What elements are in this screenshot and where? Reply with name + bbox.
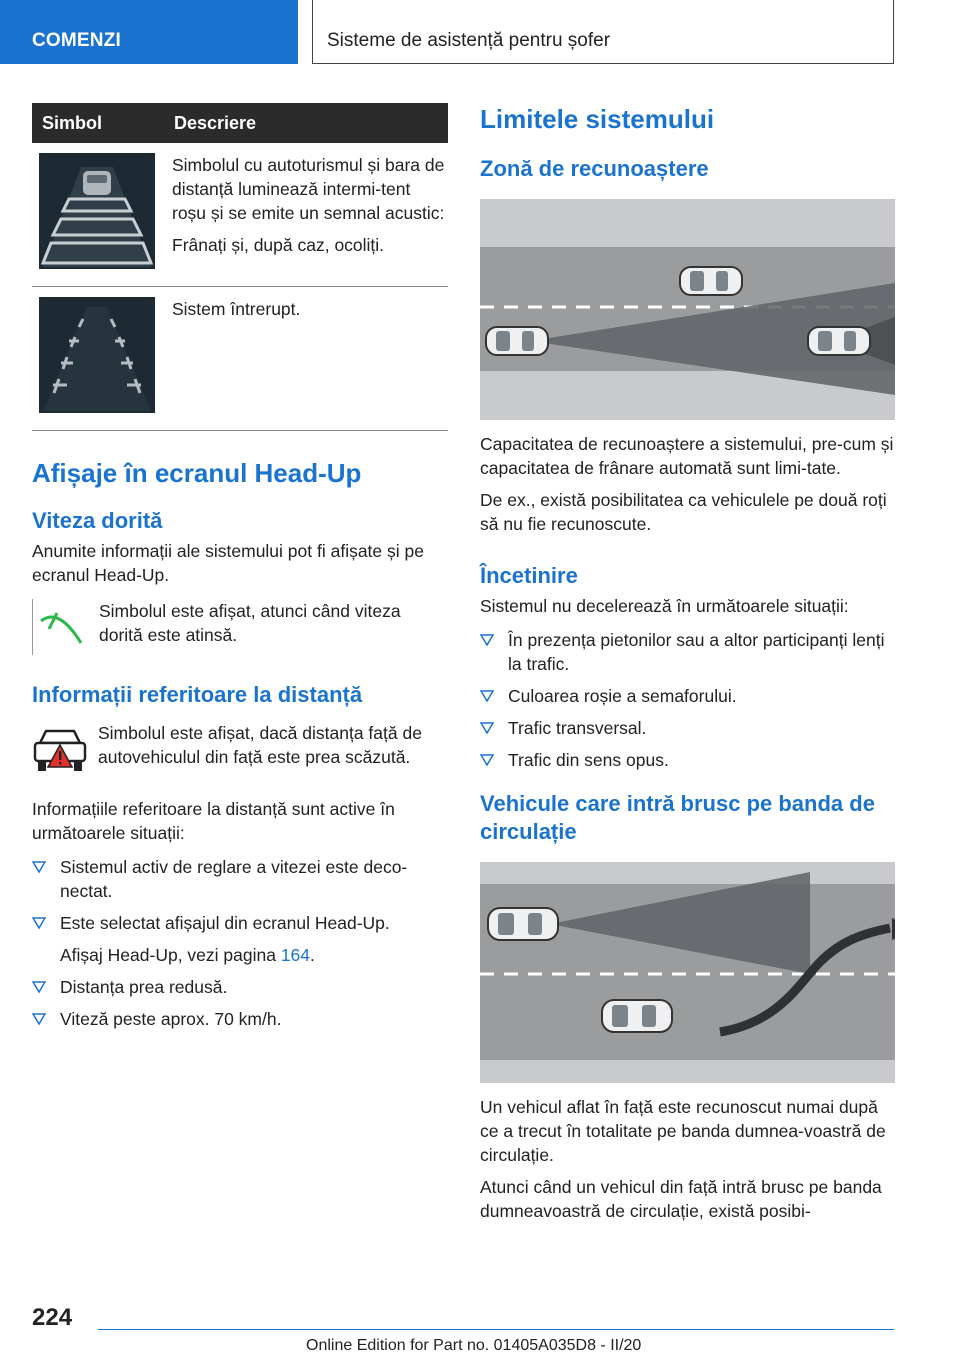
- list-item: Distanța prea redusă.: [32, 975, 448, 999]
- chapter-title: Sisteme de asistență pentru șofer: [327, 30, 611, 51]
- paragraph: De ex., există posibilitatea ca vehiculele pe două roți să nu fie recunoscute.: [480, 490, 887, 534]
- subsection-heading: Zonă de recunoaștere: [480, 156, 709, 181]
- bullet-list: [32, 975, 448, 1031]
- triangle-bullet-icon: [480, 721, 494, 735]
- subsection-heading: Viteza dorită: [32, 508, 163, 533]
- table-row: [32, 287, 448, 431]
- triangle-bullet-icon: [32, 980, 46, 994]
- triangle-bullet-icon: [480, 633, 494, 647]
- desired-speed-icon: [32, 599, 89, 655]
- page-link[interactable]: 164: [280, 945, 311, 965]
- paragraph: Anumite informații ale sistemului pot fi afișate și pe ecranul Head-Up.: [32, 541, 424, 585]
- triangle-bullet-icon: [32, 916, 46, 930]
- page-reference: Afișaj Head-Up, vezi pagina 164.: [60, 945, 315, 965]
- symbol-description: Simbolul este afișat, atunci când viteza dorită este atinsă.: [99, 601, 401, 645]
- symbol-description: Simbolul este afișat, dacă distanța față de autovehiculul din față este prea scăzută.: [98, 723, 422, 767]
- paragraph: Informațiile referitoare la distanță sunt active în următoarele situații:: [32, 799, 395, 843]
- subsection-heading: Vehicule care intră brusc pe banda de circulație: [480, 791, 875, 844]
- left-column: [32, 103, 448, 1039]
- list-item: Este selectat afișajul din ecranul Head-Up.: [32, 911, 448, 935]
- list-item: Sistemul activ de reglare a vitezei este deco-nectat.: [32, 855, 448, 903]
- col-description-header: Descriere: [164, 103, 448, 143]
- triangle-bullet-icon: [480, 689, 494, 703]
- row-description: Sistem întrerupt.: [172, 299, 301, 319]
- footer-divider: [98, 1329, 894, 1330]
- bullet-list: [32, 855, 448, 935]
- section-label: COMENZI: [32, 30, 122, 51]
- section-heading: Afișaje în ecranul Head-Up: [32, 458, 362, 488]
- section-heading: Limitele sistemului: [480, 104, 715, 134]
- table-row: [32, 143, 448, 287]
- cut-in-illustration: [480, 862, 895, 1083]
- list-item: Viteză peste aprox. 70 km/h.: [32, 1007, 448, 1031]
- row-description: Simbolul cu autoturismul și bara de distanță luminează intermi-tent roșu și se emite un semnal acustic:: [172, 155, 445, 223]
- system-interrupted-icon: [39, 297, 155, 413]
- symbol-table: [32, 103, 448, 431]
- chapter-header: [312, 0, 894, 64]
- paragraph: Capacitatea de recunoaștere a sistemului, pre-cum și capacitatea de frânare automată sunt limi-tate.: [480, 434, 894, 478]
- right-column: [480, 103, 896, 1223]
- edition-note: Online Edition for Part no. 01405A035D8 - II/20: [306, 1337, 642, 1354]
- paragraph: Atunci când un vehicul din față intră brusc pe banda dumneavoastră de circulație, există posibi-: [480, 1177, 882, 1221]
- paragraph: Sistemul nu decelerează în următoarele situații:: [480, 596, 849, 616]
- distance-warning-icon: [32, 721, 88, 777]
- page-number: 224: [32, 1304, 73, 1331]
- triangle-bullet-icon: [480, 753, 494, 767]
- triangle-bullet-icon: [32, 1012, 46, 1026]
- col-symbol-header: Simbol: [32, 103, 164, 143]
- subsection-heading: Încetinire: [480, 563, 578, 588]
- symbol-row: [32, 721, 448, 777]
- detection-zone-illustration: [480, 199, 895, 420]
- list-item: Trafic din sens opus.: [480, 748, 896, 772]
- list-item: Culoarea roșie a semaforului.: [480, 684, 896, 708]
- triangle-bullet-icon: [32, 860, 46, 874]
- paragraph: Un vehicul aflat în față este recunoscut numai după ce a trecut în totalitate pe banda dumnea-voastră de circulație.: [480, 1097, 886, 1165]
- list-item: Trafic transversal.: [480, 716, 896, 740]
- subsection-heading: Informații referitoare la distanță: [32, 682, 363, 707]
- bullet-list: [480, 628, 896, 772]
- car-distance-bar-icon: [39, 153, 155, 269]
- section-tab: [0, 0, 298, 64]
- symbol-row: [32, 599, 448, 655]
- list-item: În prezența pietonilor sau a altor participanți lenți la trafic.: [480, 628, 896, 676]
- row-description: Frânați și, după caz, ocoliți.: [172, 235, 385, 255]
